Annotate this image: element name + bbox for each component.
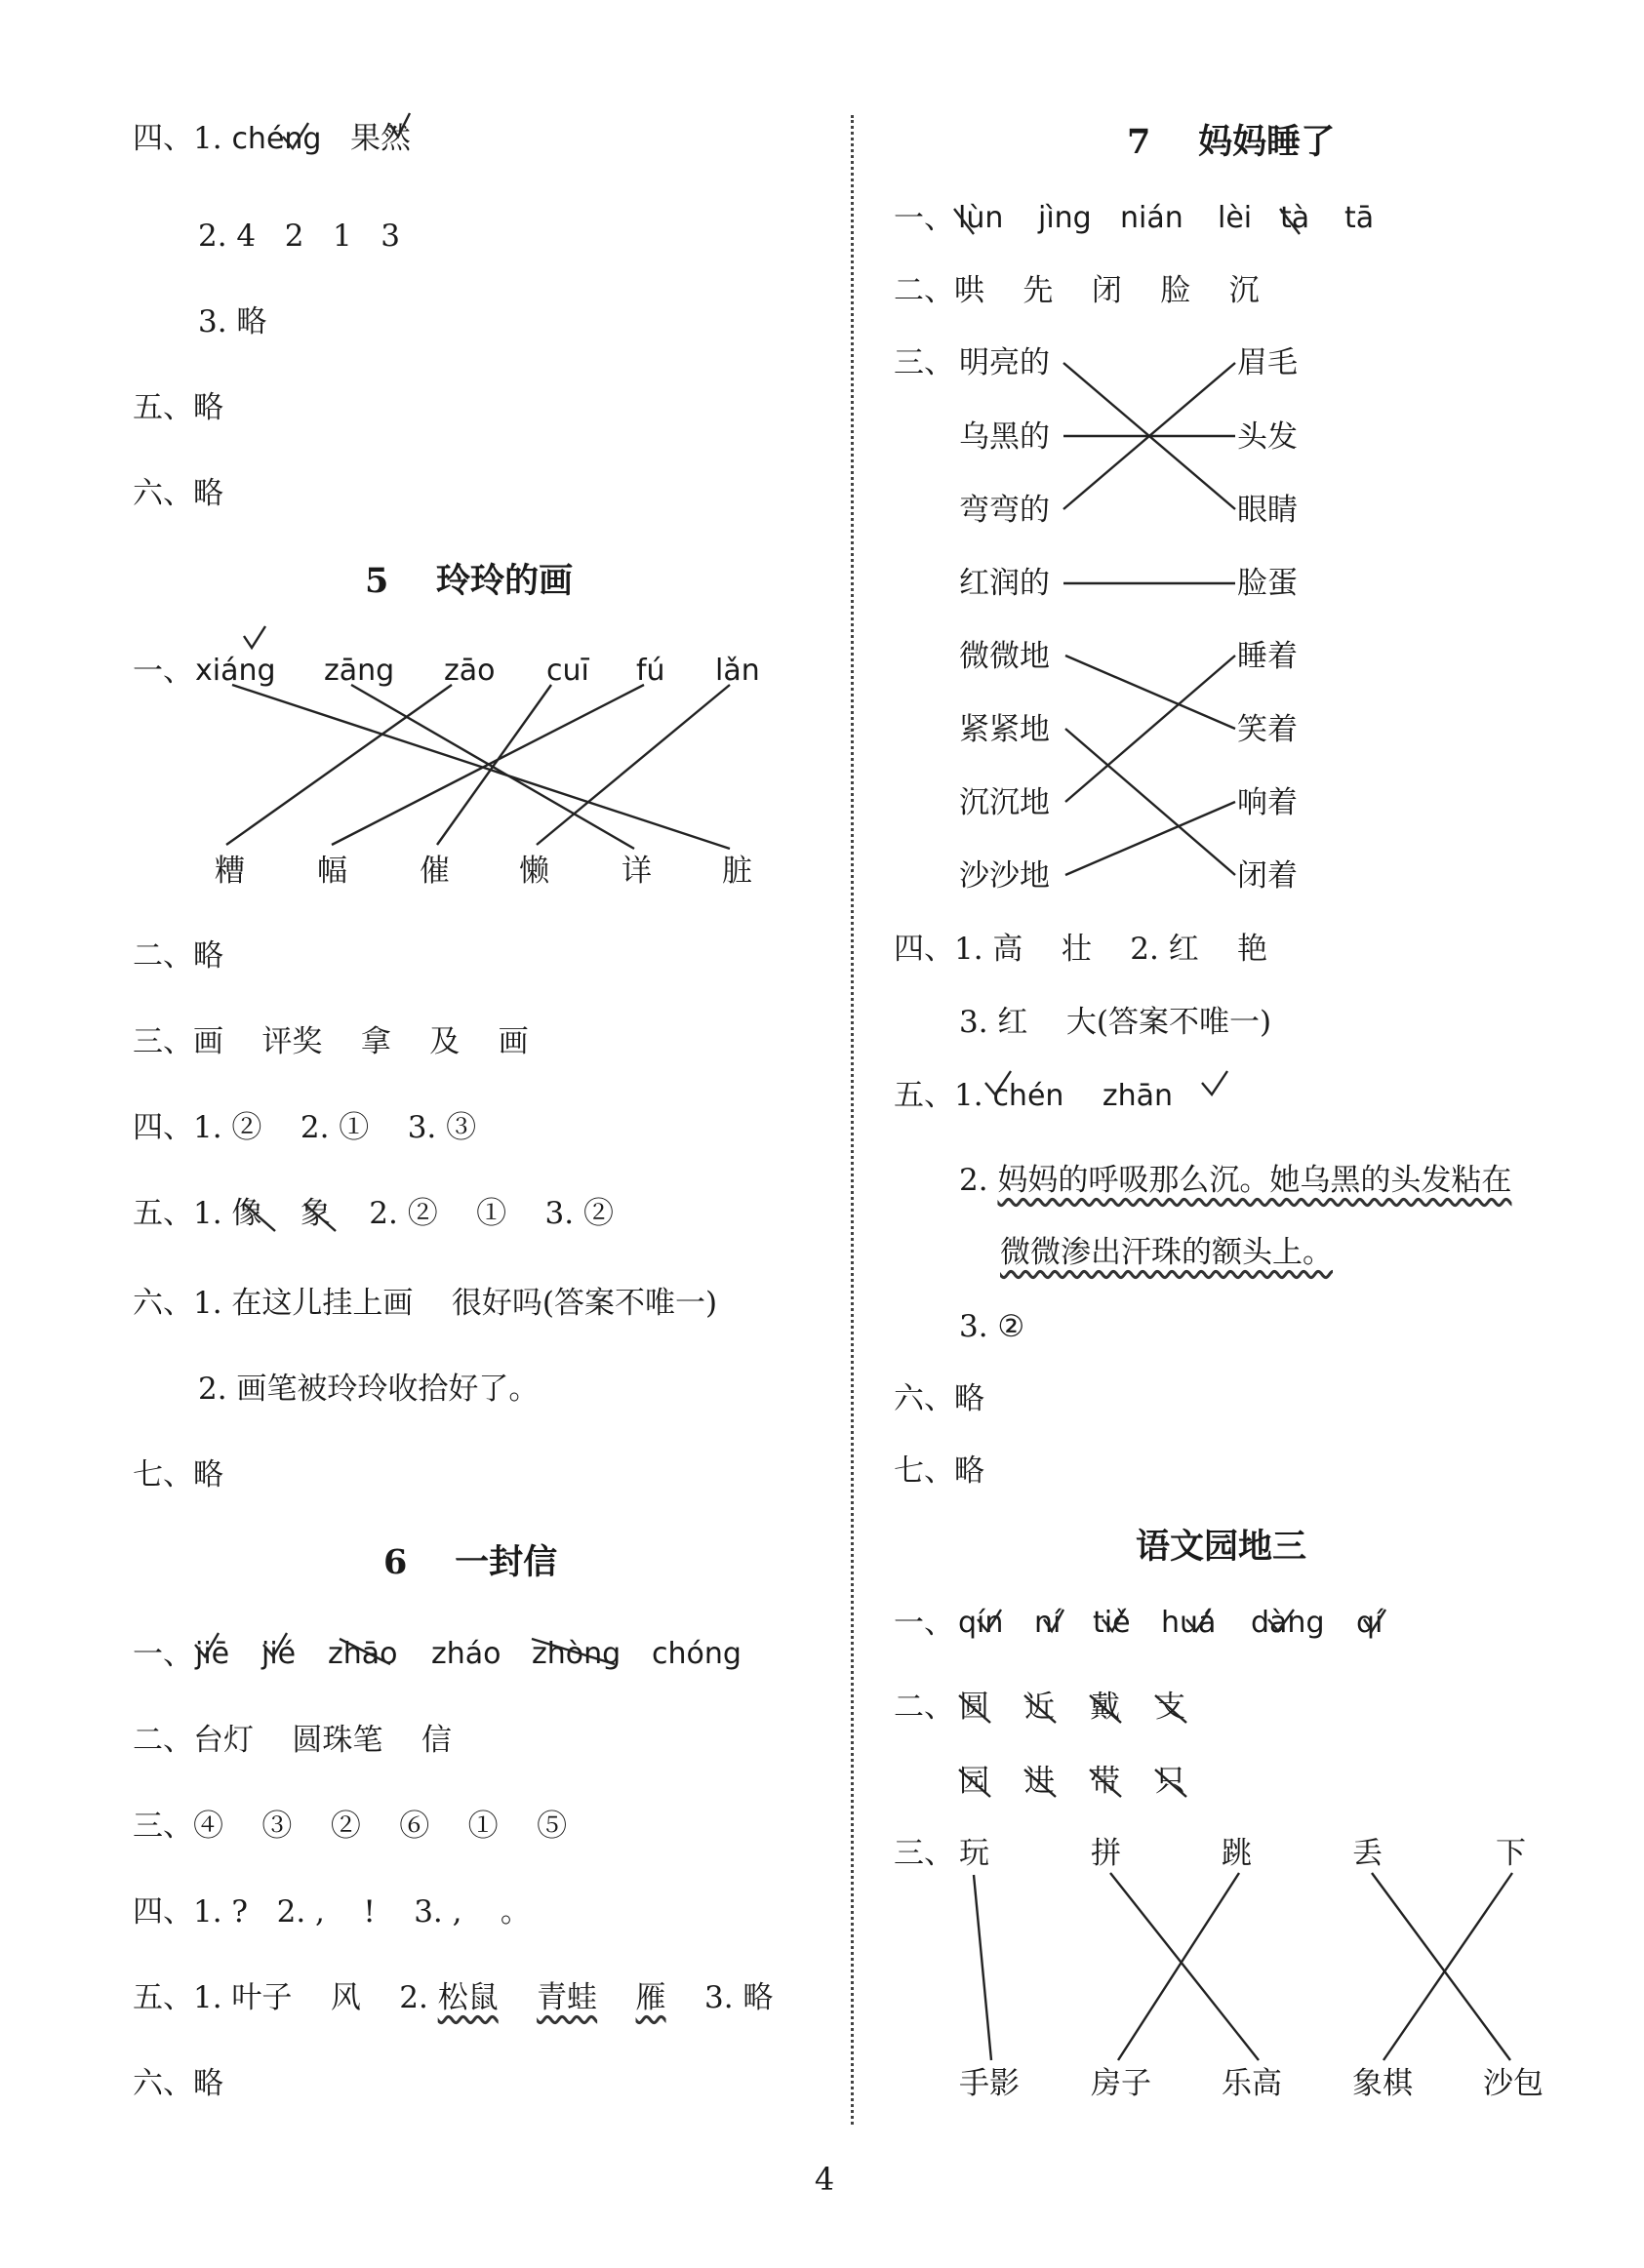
- garden3-pinyin-3: tiě: [1093, 1606, 1131, 1640]
- answer-4-3: 3. 略: [198, 304, 267, 339]
- lesson7-left-word-8: 沙沙地: [959, 858, 1050, 894]
- lesson5-char-6: 脏: [722, 854, 752, 889]
- match-line-zao: [226, 685, 452, 845]
- answer-4-2: 2. 4 2 1 3: [198, 219, 401, 254]
- garden3-pinyin-1: qín: [958, 1606, 1004, 1640]
- lesson5-pinyin-2: zāng: [324, 654, 395, 688]
- wavy-word-3: 雁: [635, 1980, 666, 2015]
- lesson5-q6-1: 六、1. 在这儿挂上画 很好吗(答案不唯一): [133, 1286, 718, 1321]
- lesson7-left-word-4: 红润的: [959, 566, 1050, 601]
- lesson5-char-5: 详: [622, 854, 652, 889]
- wavy-sentence-line-1: 妈妈的呼吸那么沉。她乌黑的头发粘在: [997, 1163, 1512, 1198]
- lesson6-q6: 六、略: [133, 2066, 223, 2101]
- lesson5-q6-2: 2. 画笔被玲玲收拾好了。: [198, 1372, 540, 1407]
- wavy-word-1: 松鼠: [437, 1980, 499, 2015]
- garden3-bottom-1: 手影: [959, 2066, 1020, 2101]
- column-divider: [851, 115, 854, 2125]
- garden3-row1-char-2: 近: [1024, 1690, 1055, 1725]
- lesson5-char-1: 糟: [215, 854, 245, 889]
- garden3-pinyin-5: dàng: [1251, 1606, 1325, 1640]
- crossed-char-1: 像: [231, 1196, 262, 1231]
- lesson7-q6: 六、略: [894, 1381, 984, 1416]
- garden3-row2-char-1: 园: [959, 1764, 989, 1799]
- garden3-q2-label: 二、: [894, 1690, 954, 1725]
- garden3-row1-char-4: 支: [1155, 1690, 1185, 1725]
- lesson6-q2: 二、台灯 圆珠笔 信: [133, 1723, 452, 1758]
- match-line-1: [1063, 363, 1235, 509]
- lesson7-q4-3: 3. 红 大(答案不唯一): [959, 1005, 1272, 1040]
- lesson7-pinyin-6: tā: [1344, 201, 1375, 235]
- lesson5-q4: 四、1. ② 2. ① 3. ③: [133, 1110, 477, 1145]
- answer-5: 五、略: [133, 390, 223, 425]
- garden3-row1-char-1: 圆: [959, 1690, 989, 1725]
- lesson7-q5-1: 五、1. chén zhān: [894, 1078, 1174, 1113]
- lesson7-right-word-8: 闭着: [1237, 858, 1298, 894]
- lesson7-title: 7 妈妈睡了: [1127, 122, 1336, 162]
- lesson6-q3: 三、④ ③ ② ⑥ ① ⑤: [133, 1809, 568, 1844]
- lesson7-right-word-3: 眼睛: [1237, 493, 1298, 528]
- lesson5-q1-label: 一、: [133, 654, 193, 689]
- garden3-pinyin-4: huá: [1161, 1606, 1217, 1640]
- garden3-q3-label: 三、: [894, 1836, 954, 1871]
- lesson7-right-word-2: 头发: [1237, 419, 1298, 455]
- lesson5-pinyin-4: cuī: [546, 654, 589, 688]
- lesson7-pinyin-3: nián: [1120, 201, 1183, 235]
- lesson6-pinyin-3: zhāo: [328, 1637, 398, 1671]
- lesson7-pinyin-1: lùn: [958, 201, 1004, 235]
- lesson5-q5: 五、1. 像 象 2. ② ① 3. ②: [133, 1196, 614, 1231]
- lesson7-q5-3: 3. ②: [959, 1309, 1025, 1344]
- match-line-xiang: [232, 685, 730, 849]
- lesson6-q5: 五、1. 叶子 风 2. 松鼠 青蛙 雁 3. 略: [133, 1980, 774, 2015]
- garden3-bottom-2: 房子: [1091, 2066, 1151, 2101]
- lesson5-pinyin-6: lǎn: [715, 654, 760, 688]
- match-line-6: [1065, 729, 1235, 875]
- garden3-top-3: 跳: [1222, 1836, 1252, 1871]
- match-line-pin: [1110, 1873, 1259, 2060]
- lesson7-left-word-7: 沉沉地: [959, 785, 1050, 820]
- lesson7-q5-2-cont: [1000, 1233, 1333, 1272]
- check-mark: [1202, 1071, 1227, 1094]
- garden3-q1-label: 一、: [894, 1606, 954, 1641]
- answer-6: 六、略: [133, 476, 223, 511]
- lesson7-pinyin-2: jìng: [1038, 201, 1092, 235]
- lesson5-char-4: 懒: [519, 854, 549, 889]
- lesson7-q5-2: 2. 妈妈的呼吸那么沉。她乌黑的头发粘在: [959, 1163, 1512, 1198]
- match-line-lan: [537, 685, 730, 845]
- lesson5-pinyin-3: zāo: [444, 654, 496, 688]
- match-line-diu: [1372, 1873, 1510, 2060]
- lesson7-q2: 二、哄 先 闭 脸 沉: [894, 273, 1260, 308]
- lesson7-right-word-5: 睡着: [1237, 639, 1298, 674]
- lesson7-right-word-6: 笑着: [1237, 712, 1298, 747]
- lesson5-pinyin-1: xiáng: [195, 654, 276, 688]
- wavy-sentence-line-2: 微微渗出汗珠的额头上。: [1000, 1235, 1333, 1270]
- lesson7-q1-label: 一、: [894, 201, 954, 236]
- match-line-5: [1065, 656, 1235, 729]
- lesson7-left-word-2: 乌黑的: [959, 419, 1050, 455]
- lesson7-q4-1: 四、1. 高 壮 2. 红 艳: [894, 932, 1268, 967]
- garden3-pinyin-6: qí: [1356, 1606, 1383, 1640]
- lesson7-left-word-1: 明亮的: [959, 345, 1050, 380]
- crossed-char-2: 象: [300, 1196, 331, 1231]
- match-line-8: [1065, 802, 1235, 875]
- lesson7-pinyin-5: tà: [1280, 201, 1310, 235]
- wavy-word-2: 青蛙: [537, 1980, 598, 2015]
- garden3-top-1: 玩: [959, 1836, 989, 1871]
- match-line-3: [1063, 363, 1235, 509]
- check-mark: [244, 626, 265, 648]
- lesson7-left-word-6: 紧紧地: [959, 712, 1050, 747]
- match-line-xia: [1383, 1873, 1512, 2060]
- garden3-top-5: 下: [1496, 1836, 1526, 1871]
- lesson7-q3-label: 三、: [894, 345, 954, 380]
- lesson7-left-word-3: 弯弯的: [959, 493, 1050, 528]
- lesson7-q7: 七、略: [894, 1453, 984, 1489]
- lesson7-right-word-4: 脸蛋: [1237, 566, 1298, 601]
- garden3-bottom-4: 象棋: [1352, 2066, 1413, 2101]
- garden3-title: 语文园地三: [1136, 1527, 1307, 1567]
- lesson7-left-word-5: 微微地: [959, 639, 1050, 674]
- match-line-tiao: [1118, 1873, 1239, 2060]
- garden3-top-2: 拼: [1091, 1836, 1121, 1871]
- lesson5-q3: 三、画 评奖 拿 及 画: [133, 1024, 529, 1059]
- garden3-row1-char-3: 戴: [1090, 1690, 1120, 1725]
- match-line-zang: [351, 685, 634, 849]
- answer-4-1: 四、1. chéng 果然: [133, 121, 412, 156]
- lesson5-char-3: 催: [420, 854, 450, 889]
- lesson5-title: 5 玲玲的画: [365, 561, 574, 601]
- garden3-bottom-3: 乐高: [1222, 2066, 1282, 2101]
- lesson6-pinyin-4: zháo: [431, 1637, 501, 1671]
- lesson6-pinyin-1: jiē: [195, 1637, 230, 1671]
- lesson6-title: 6 一封信: [383, 1542, 558, 1582]
- page-number: 4: [814, 2161, 835, 2198]
- garden3-row2-char-3: 带: [1090, 1764, 1120, 1799]
- match-line-wan: [974, 1875, 991, 2060]
- lesson6-q1-label: 一、: [133, 1637, 193, 1672]
- lesson5-pinyin-5: fú: [636, 654, 665, 688]
- garden3-row2-char-4: 只: [1155, 1764, 1185, 1799]
- garden3-top-4: 丢: [1352, 1836, 1383, 1871]
- lesson7-pinyin-4: lèi: [1218, 201, 1253, 235]
- lesson6-pinyin-6: chóng: [652, 1637, 742, 1671]
- lesson7-right-word-1: 眉毛: [1237, 345, 1298, 380]
- lesson7-right-word-7: 响着: [1237, 785, 1298, 820]
- lesson6-q4: 四、1. ? 2. , ! 3. , 。: [133, 1894, 531, 1930]
- match-line-fu: [332, 685, 644, 845]
- lesson6-pinyin-2: jié: [261, 1637, 297, 1671]
- garden3-row2-char-2: 进: [1024, 1764, 1055, 1799]
- lesson5-char-2: 幅: [317, 854, 347, 889]
- lesson5-q7: 七、略: [133, 1457, 223, 1492]
- garden3-bottom-5: 沙包: [1483, 2066, 1544, 2101]
- match-line-7: [1065, 656, 1235, 802]
- match-line-cui: [437, 685, 551, 845]
- lesson6-pinyin-5: zhòng: [532, 1637, 622, 1671]
- lesson5-q2: 二、略: [133, 938, 223, 974]
- garden3-pinyin-2: ní: [1034, 1606, 1062, 1640]
